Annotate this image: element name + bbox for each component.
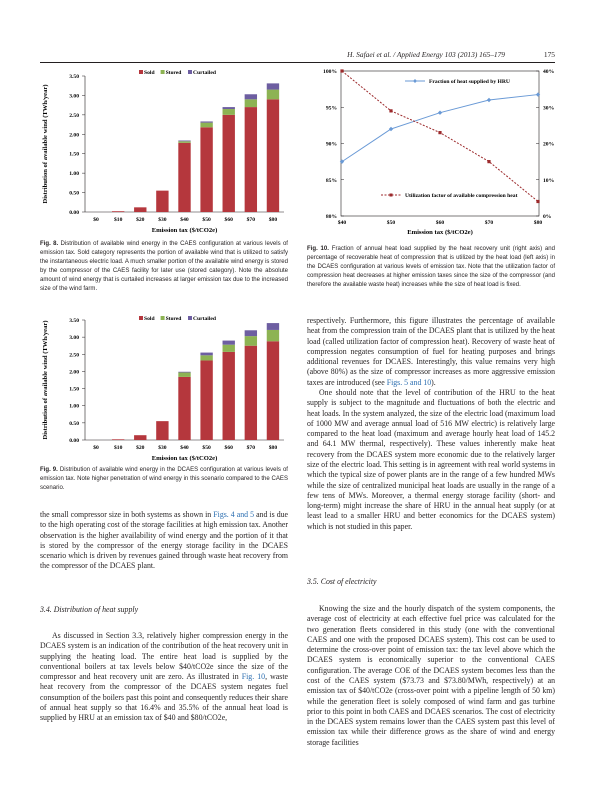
x-tick-label: $10 [113,217,123,223]
utilization-marker [487,160,490,163]
legend-label: Curtailed [193,316,216,322]
text-run: ). [431,377,436,387]
y-tick-label: 3.00 [69,335,79,342]
bar-sold [178,377,190,440]
x-tick-label: $20 [136,217,145,223]
y-axis-title: Distribution of available wind (TWh/year) [42,84,49,204]
y-tick-label: 1.00 [69,403,79,410]
figure-8-chart [40,64,288,236]
x-tick-label: $30 [158,217,167,223]
legend-label: Stored [165,316,182,322]
legend-label: Sold [144,70,155,76]
hru-fraction-series-line [342,95,538,162]
bar-sold [245,346,257,440]
caption-label: Fig. 9. [40,467,58,473]
x-tick-label: $0 [93,217,99,223]
bar-curtailed [245,330,257,336]
utilization-marker [389,109,392,112]
bar-sold [245,107,257,212]
x-tick-label: $60 [435,220,445,226]
x-tick-label: $40 [337,220,347,226]
text-run: and is due to the high operating cost of the storage facilities at high emission tax. Another observation is the higher availability of wind energy and the portion of it that is stored by the compressor of the energy storage facility in the DCAES scenario which is driven by revenues gained through waste heat recovery from the compressor of the DCAES plant. [40,510,289,571]
bar-curtailed [200,353,212,356]
caption-label: Fig. 8. [40,241,59,247]
bar-stored [245,99,257,107]
legend-swatch-stored [161,70,165,74]
left-y-tick-label: 85% [325,177,337,184]
x-tick-label: $40 [180,217,189,223]
journal-citation: H. Safaei et al. / Applied Energy 103 (2013) 165–179 [347,50,505,59]
y-tick-label: 2.00 [69,132,79,139]
legend-label: Stored [165,70,182,76]
x-tick-label: $50 [202,445,211,451]
y-tick-label: 0.50 [69,190,79,197]
legend-swatch-sold [139,316,143,320]
bar-stored [245,336,257,346]
text-run: respectively. Furthermore, this figure illustrates the percentage of available heat from the compression train of the DCAES plant that is utilized by the heat load (called utilization factor of compression heat). Recovery of waste heat of compression negates consumption of fuel for heating purposes and brings additional revenues for DCAES. Interestingly, this value remains very high (above 80%) as the size of compressor increases as more aggressive emission taxes are introduced (see [307,316,555,387]
x-tick-label: $10 [113,445,123,451]
paragraph: Knowing the size and the hourly dispatch of the system components, the average cost of electricity at each effective fuel price was calculated for the two generation fleets considered in this study (one with the conventional CAES and one with the proposed DCAES system). This cost can be used to determine the cross-over point of emission tax: the tax level above which the DCAES system is economically superior to the conventional CAES configuration. The average COE of the DCAES system becomes less than the cost of the CAES system ($73.73 and $73.80/MWh, respectively) at an emission tax of $40/tCO2e (cross-over point with a pipeline length of 50 km) while the generation fleet is solely composed of wind farm and gas turbine prior to this point in both CAES and DCAES scenarios. The cost of electricity in the DCAES system remains lower than the CAES system past this level of emission tax while their difference grows as the share of wind and energy storage facilities [307,604,555,747]
caption-text: Fraction of annual heat load supplied by the heat recovery unit (right axis) and percentage of recoverable heat of compression that is utilized by the heat load (left axis) in the DCAES configuration at various levels of emission tax. Note that the utilization factor of compression heat decreases at higher emission taxes since the size of the compressor (and therefore the available waste heat) increases while the size of heat load is fixed. [307,246,555,288]
bar-stored [223,345,235,352]
utilization-series-line [342,71,538,202]
y-tick-label: 2.00 [69,369,79,376]
running-header [40,50,555,62]
bar-sold [156,421,168,440]
bar-sold [200,127,212,212]
figure-link[interactable]: Figs. 4 and 5 [213,510,255,519]
x-tick-label: $0 [93,445,99,451]
legend-label-hru: Fraction of heat supplied by HRU [429,79,510,85]
legend-label: Curtailed [193,70,216,76]
left-y-tick-label: 80% [325,214,337,220]
y-tick-label: 0.50 [69,420,79,427]
hru-fraction-marker [438,110,442,114]
bar-sold [112,439,124,440]
y-tick-label: 1.50 [69,386,79,393]
legend-swatch-sold [139,70,143,74]
right-column-body [307,316,555,532]
bar-curtailed [200,121,212,122]
left-y-tick-label: 100% [323,69,337,75]
figure-9-caption [40,466,288,493]
x-axis-title: Emission tax ($/tCO2e) [151,455,218,462]
figure-10-chart [307,64,557,236]
legend-swatch-stored [161,316,165,320]
right-y-tick-label: 30% [543,105,555,112]
paragraph: One should note that the level of contribution of the HRU to the heat supply is subject to the magnitude and fluctuations of both the electric and heat loads. In the system analyzed, the size of the electric load (maximum load of 1000 MW and average annual load of 516 MW electric) is relatively large compared to the heat load (maximum and average hourly heat load of 145.2 and 64.1 MW thermal, respectively). These values inherently make heat recovery from the DCAES system more economic due to the relatively larger size of the electric load. This setting is in agreement with real world systems in which the typical size of power plants are in the range of a few hundred MWs while the size of centralized municipal heat loads are usually in the range of a few tens of MWs. Moreover, a thermal energy storage facility (short- and long-term) might increase the share of HRU in the annual heat supply (or at least lead to a smaller HRU and better economics for the DCAES system) which is not studied in this paper. [307,387,555,531]
bar-curtailed [223,341,235,345]
x-tick-label: $60 [224,217,233,223]
figure-8-caption [40,240,288,293]
y-axis-title: Distribution of available wind (TWh/year) [42,320,49,440]
figure-link[interactable]: Figs. 5 and 10 [386,377,432,387]
caption-text: Distribution of available wind energy in the DCAES configuration at various levels of emission tax. Note higher penetration of wind energy in this scenario compared to the CAES scenario. [40,467,288,491]
bar-curtailed [267,323,279,330]
bar-stored [267,330,279,341]
bar-curtailed [178,372,190,373]
x-tick-label: $30 [158,445,167,451]
bar-stored [223,109,235,115]
bar-sold [267,341,279,440]
hru-fraction-marker [536,92,540,96]
right-column-para-3 [307,604,555,748]
bar-sold [156,191,168,212]
utilization-marker [340,69,343,72]
x-tick-label: $60 [224,445,233,451]
text-run: , waste heat recovery from the compressor of the DCAES system negates fuel consumption of the boilers past this point and consequently reduces their share of annual heat supply so that 16.4% and 35.5% of the annual heat load is supplied by HRU at an emission tax of $40 and $80/tCO2e, [40,672,289,723]
left-column-para-2 [40,631,288,724]
y-tick-label: 0.00 [69,438,79,444]
y-tick-label: 0.00 [69,210,79,216]
text-run: the small compressor size in both systems as shown in [40,510,214,519]
x-tick-label: $50 [202,217,211,223]
left-y-tick-label: 95% [325,105,337,112]
utilization-marker [536,200,539,203]
bar-sold [267,99,279,212]
figure-9-chart [40,316,288,462]
bar-sold [134,435,146,440]
x-tick-label: $40 [180,445,189,451]
header-rule [40,62,555,63]
right-y-tick-label: 20% [543,141,555,148]
bar-sold [112,211,124,212]
bar-sold [200,360,212,440]
bar-stored [200,355,212,360]
figure-9 [40,316,288,462]
caption-text: Distribution of available wind energy in the CAES configuration at various levels of emission tax. Sold category represents the portion of available wind that is utilized to satisfy the instantaneous electric load. A much smaller portion of the available wind energy is stored by the compressor of the CAES facility for later use (stored category). Note the absolute amount of wind energy that is curtailed increases at larger emission tax due to the increased size of the wind farm. [40,241,288,292]
hru-fraction-marker [487,98,491,102]
y-tick-label: 2.50 [69,112,79,119]
x-tick-label: $50 [386,220,396,226]
x-tick-label: $70 [246,445,256,451]
figure-8 [40,64,288,236]
x-axis-title: Emission tax ($/tCO2e) [151,227,218,234]
legend-swatch-curtailed [188,316,192,320]
bar-stored [200,123,212,128]
legend-label-utilization: Utilization factor of available compression heat [405,193,518,199]
left-y-tick-label: 90% [325,141,337,148]
bar-curtailed [245,94,257,99]
caption-label: Fig. 10. [307,246,329,252]
x-tick-label: $70 [246,217,256,223]
bar-curtailed [223,107,235,109]
right-y-tick-label: 10% [543,177,555,184]
y-tick-label: 2.50 [69,352,79,359]
right-y-tick-label: 0% [543,214,552,220]
bar-stored [267,90,279,100]
bar-curtailed [267,83,279,89]
x-tick-label: $80 [268,445,278,451]
text-run: As discussed in Section 3.3, relatively higher compression energy in the DCAES system is an indication of the contribution of the heat recovery unit in supplying the heating load. The entire heat load is supplied by the conventional boilers at tax levels below $40/tCO2e since the size of the compressor and heat recovery unit are zero. As illustrated in [40,631,288,682]
figure-link[interactable]: Fig. 10 [241,672,266,682]
x-tick-label: $20 [136,445,145,451]
figure-10-caption [307,245,555,290]
bar-sold [223,352,235,440]
y-tick-label: 3.50 [69,74,79,80]
bar-sold [134,207,146,212]
bar-stored [178,372,190,376]
x-axis-title: Emission tax ($/tCO2e) [407,229,473,236]
y-tick-label: 1.50 [69,151,79,158]
bar-sold [178,143,190,212]
x-tick-label: $80 [268,217,278,223]
x-tick-label: $80 [533,220,543,226]
section-heading-3-5: 3.5. Cost of electricity [307,577,377,586]
right-y-tick-label: 40% [543,69,555,75]
bar-stored [178,141,190,143]
legend-marker-hru [413,79,417,83]
legend-swatch-curtailed [188,70,192,74]
bar-sold [223,115,235,212]
x-tick-label: $70 [484,220,494,226]
page-number: 175 [543,50,555,59]
legend-label: Sold [144,316,155,322]
bar-curtailed [178,141,190,142]
figure-10 [307,64,557,236]
section-heading-3-4: 3.4. Distribution of heat supply [40,605,139,614]
left-column-para-1 [40,510,288,572]
y-tick-label: 1.00 [69,171,79,178]
utilization-marker [438,131,441,134]
legend-marker-utilization [390,194,393,197]
y-tick-label: 3.00 [69,93,79,100]
y-tick-label: 3.50 [69,318,79,324]
